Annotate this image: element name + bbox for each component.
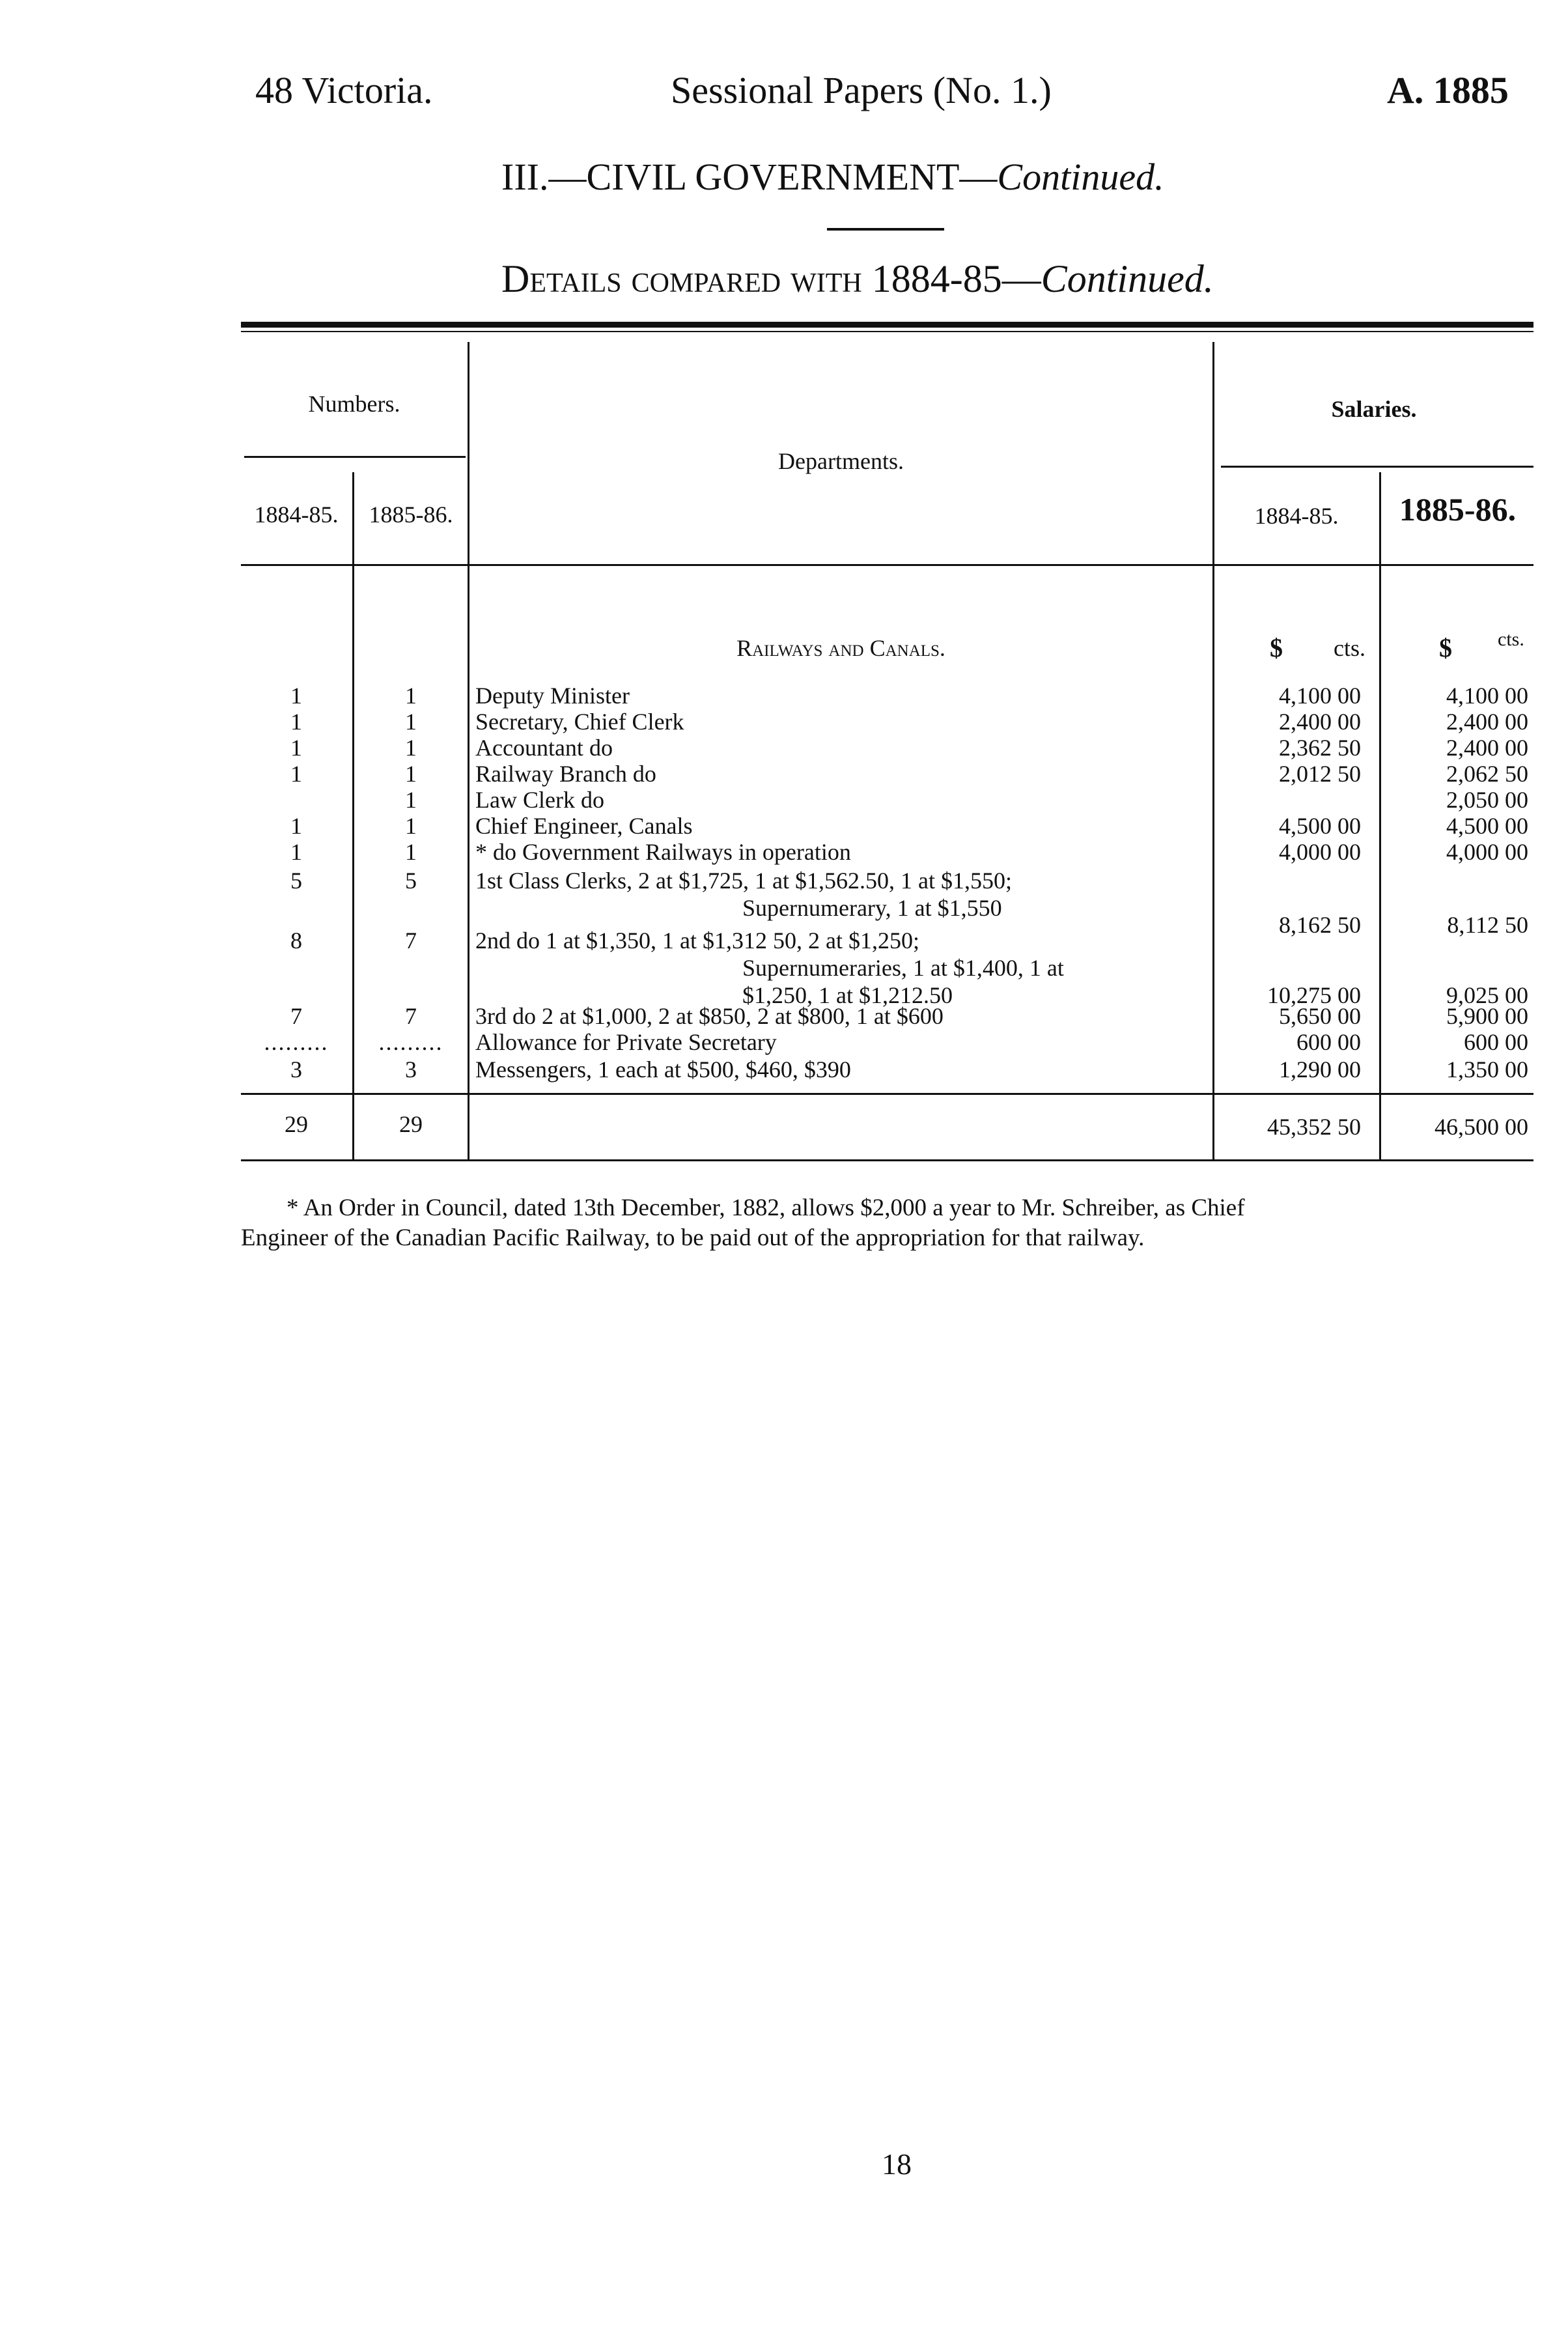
row-department: * do Government Railways in operation	[475, 839, 851, 865]
row-count-1884: 1	[290, 813, 302, 839]
row-salary-1884: 10,275 00	[1267, 982, 1361, 1008]
header-right: A. 1885	[1387, 69, 1509, 111]
row-count-1884: 8	[290, 927, 302, 954]
row-count-1884: 1	[290, 683, 302, 709]
row-salary-1885: 9,025 00	[1446, 982, 1528, 1008]
table-top-rule-thin	[241, 331, 1533, 332]
row-count-1884: 5	[290, 868, 302, 894]
year-b-header: 1885-86.	[369, 502, 453, 528]
row-salary-1885: 2,400 00	[1446, 709, 1528, 735]
row-count-1885: 1	[405, 761, 417, 787]
details-title-suffix: Continued.	[1041, 257, 1214, 300]
salary-year-b-header: 1885-86.	[1399, 491, 1517, 528]
total-salary-1885: 46,500 00	[1435, 1114, 1528, 1140]
row-salary-1885: 2,050 00	[1446, 787, 1528, 813]
footnote-line2: Engineer of the Canadian Pacific Railway, to be paid out of the appropriation for that railway.	[241, 1225, 1145, 1251]
row-department-line1: 1st Class Clerks, 2 at $1,725, 1 at $1,562.50, 1 at $1,550;	[475, 868, 1012, 894]
totals-top-rule	[241, 1093, 1533, 1095]
row-count-1885: 1	[405, 683, 417, 709]
col-divider-salary-years	[1379, 472, 1381, 1159]
row-department: Railway Branch do	[475, 761, 656, 787]
page-number: 18	[882, 2147, 912, 2181]
section-heading: Railways and Canals.	[736, 635, 945, 661]
details-title	[501, 257, 1214, 302]
row-salary-1885: 8,112 50	[1447, 912, 1528, 938]
header-bottom-rule	[241, 564, 1533, 566]
table-bottom-rule	[241, 1159, 1533, 1161]
total-salary-1884: 45,352 50	[1267, 1114, 1361, 1140]
salaries-subrule	[1221, 466, 1533, 468]
row-department-line2: Supernumerary, 1 at $1,550	[742, 895, 1002, 921]
row-department-line1: 2nd do 1 at $1,350, 1 at $1,312 50, 2 at $1,250;	[475, 927, 919, 954]
row-salary-1885: 4,100 00	[1446, 683, 1528, 709]
row-department: Law Clerk do	[475, 787, 604, 813]
salary-year-a-header: 1884-85.	[1254, 503, 1339, 529]
row-count-1884: 7	[290, 1003, 302, 1029]
row-salary-1884: 4,100 00	[1279, 683, 1361, 709]
row-salary-1884: 600 00	[1296, 1029, 1361, 1055]
row-department-line3: $1,250, 1 at $1,212.50	[742, 982, 953, 1008]
details-title-main: Details compared with 1884-85—	[501, 257, 1041, 300]
total-count-1884: 29	[285, 1111, 308, 1137]
section-title-main: III.—CIVIL GOVERNMENT—	[501, 156, 998, 198]
row-department: 3rd do 2 at $1,000, 2 at $850, 2 at $800, 1 at $600	[475, 1003, 944, 1029]
row-salary-1885: 600 00	[1464, 1029, 1528, 1055]
currency-a: $	[1270, 633, 1283, 662]
row-count-1885: 1	[405, 813, 417, 839]
row-count-1885-blank: .........	[378, 1029, 443, 1055]
row-salary-1885: 4,000 00	[1446, 839, 1528, 865]
section-title-suffix: Continued.	[997, 156, 1164, 198]
row-salary-1884: 2,012 50	[1279, 761, 1361, 787]
departments-header: Departments.	[778, 448, 904, 474]
row-count-1885: 1	[405, 709, 417, 735]
row-department: Accountant do	[475, 735, 613, 761]
row-department-line2: Supernumeraries, 1 at $1,400, 1 at	[742, 955, 1064, 981]
year-a-header: 1884-85.	[254, 502, 339, 528]
cts-a: cts.	[1334, 635, 1365, 661]
row-count-1884: 1	[290, 839, 302, 865]
row-salary-1884: 2,362 50	[1279, 735, 1361, 761]
row-department: Chief Engineer, Canals	[475, 813, 693, 839]
row-count-1884: 1	[290, 709, 302, 735]
section-title	[501, 155, 1164, 199]
row-salary-1884: 1,290 00	[1279, 1056, 1361, 1083]
row-count-1884-blank: .........	[264, 1029, 329, 1055]
row-department: Deputy Minister	[475, 683, 630, 709]
row-count-1885: 7	[405, 927, 417, 954]
row-salary-1884: 2,400 00	[1279, 709, 1361, 735]
row-count-1885: 1	[405, 787, 417, 813]
row-count-1885: 5	[405, 868, 417, 894]
row-department: Allowance for Private Secretary	[475, 1029, 777, 1055]
row-count-1885: 7	[405, 1003, 417, 1029]
row-salary-1885: 5,900 00	[1446, 1003, 1528, 1029]
row-department: Secretary, Chief Clerk	[475, 709, 684, 735]
row-department: Messengers, 1 each at $500, $460, $390	[475, 1056, 851, 1083]
header-center: Sessional Papers (No. 1.)	[671, 69, 1052, 111]
total-count-1885: 29	[399, 1111, 423, 1137]
row-salary-1885: 2,400 00	[1446, 735, 1528, 761]
footnote-line1: * An Order in Council, dated 13th December, 1882, allows $2,000 a year to Mr. Schreiber, as Chief	[287, 1195, 1245, 1221]
row-salary-1885: 2,062 50	[1446, 761, 1528, 787]
row-count-1884: 1	[290, 735, 302, 761]
currency-b: $	[1439, 633, 1452, 662]
row-count-1884: 3	[290, 1056, 302, 1083]
table-top-rule	[241, 322, 1533, 328]
row-salary-1884: 4,500 00	[1279, 813, 1361, 839]
row-count-1884: 1	[290, 761, 302, 787]
header-left: 48 Victoria.	[255, 69, 433, 111]
row-salary-1884: 8,162 50	[1279, 912, 1361, 938]
row-count-1885: 1	[405, 839, 417, 865]
salaries-header: Salaries.	[1331, 396, 1417, 422]
numbers-header: Numbers.	[308, 391, 400, 417]
cts-b: cts.	[1498, 629, 1524, 650]
row-salary-1885: 4,500 00	[1446, 813, 1528, 839]
numbers-subrule	[244, 456, 466, 458]
row-count-1885: 1	[405, 735, 417, 761]
title-divider	[827, 228, 944, 231]
row-count-1885: 3	[405, 1056, 417, 1083]
row-salary-1884: 4,000 00	[1279, 839, 1361, 865]
row-salary-1885: 1,350 00	[1446, 1056, 1528, 1083]
col-divider-years	[352, 472, 354, 1159]
row-salary-1884: 5,650 00	[1279, 1003, 1361, 1029]
